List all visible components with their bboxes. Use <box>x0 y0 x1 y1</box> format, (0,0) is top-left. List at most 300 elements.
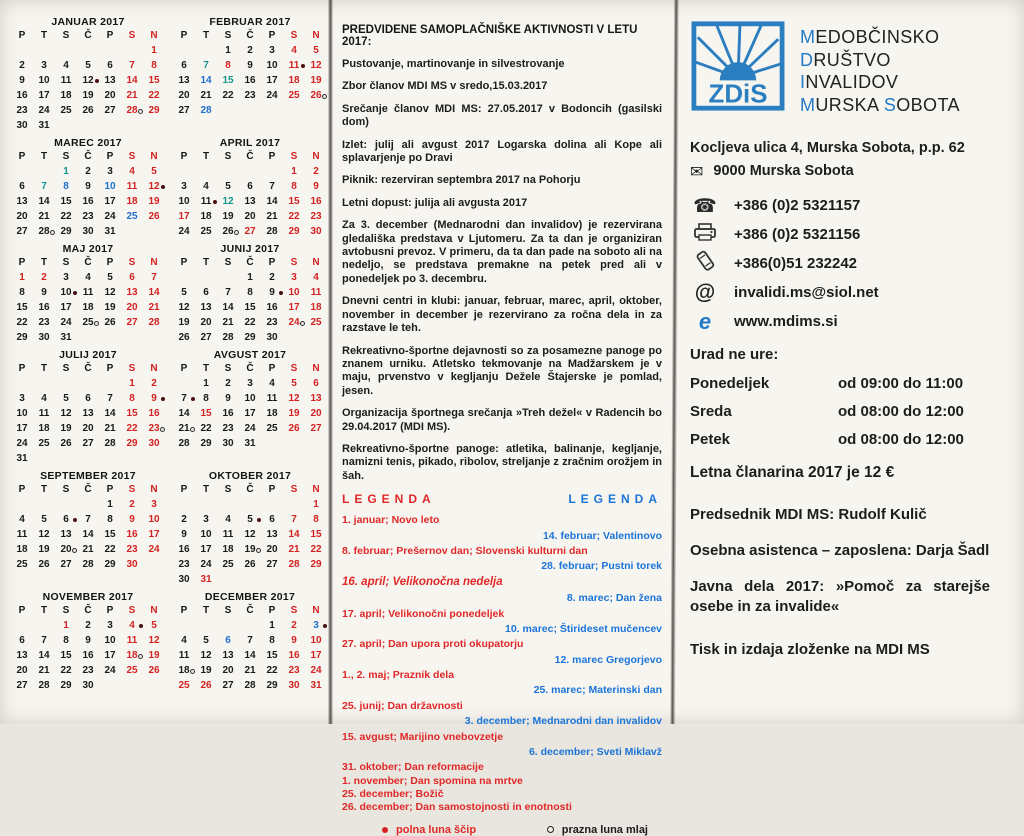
day-cell: 5 <box>41 514 47 525</box>
zdis-logo <box>690 20 786 112</box>
day-cell: 9 <box>19 75 25 86</box>
day-cell: 2 <box>85 620 91 631</box>
day-cell: 22 <box>288 211 300 222</box>
day-cell: 11 <box>310 287 322 298</box>
day-cell: 1 <box>225 45 231 56</box>
activity-paragraph: Pustovanje, martinovanje in silvestrovanje <box>342 58 565 70</box>
weekday-header: N <box>312 484 320 495</box>
day-cell <box>239 618 261 633</box>
month-oktober-2017 <box>170 470 330 587</box>
day-cell: 4 <box>41 393 47 404</box>
weekday-header: S <box>290 484 298 495</box>
day-cell: 17 <box>104 650 116 661</box>
day-cell: 10 <box>104 181 116 192</box>
day-cell: 2 <box>269 272 275 283</box>
day-cell: 8 <box>107 514 113 525</box>
day-cell: 19 <box>148 650 160 661</box>
day-cell: 14 <box>38 650 50 661</box>
day-cell: 31 <box>16 453 28 464</box>
day-cell: 9 <box>129 514 135 525</box>
month-avgust-2017 <box>170 349 330 466</box>
weekday-header: S <box>224 484 232 495</box>
day-cell: 20 <box>126 302 138 313</box>
weekday-header: N <box>150 151 158 162</box>
org-initial: S <box>883 94 897 115</box>
day-cell: 14 <box>82 529 94 540</box>
day-cell: 13 <box>200 302 212 313</box>
day-cell: 16 <box>82 196 94 207</box>
day-cell: 3 <box>41 60 47 71</box>
day-cell: 6 <box>269 514 275 525</box>
day-cell <box>55 451 77 466</box>
activity-paragraph: Srečanje članov MDI MS: 27.05.2017 v Bodoncih (gasilski dom) <box>342 102 662 129</box>
day-cell <box>33 43 55 58</box>
month-title: JUNIJ 2017 <box>220 243 280 255</box>
day-cell: 21 <box>200 90 212 101</box>
day-cell <box>305 330 327 345</box>
day-cell: 10 <box>104 635 116 646</box>
day-cell: 23 <box>266 317 278 328</box>
weekday-header: S <box>128 363 136 374</box>
legend-item: 27. april; Dan upora proti okupatorju <box>342 638 524 651</box>
day-cell: 4 <box>19 514 25 525</box>
day-cell: 5 <box>181 287 187 298</box>
day-cell: 5 <box>203 635 209 646</box>
day-cell: 15 <box>60 650 72 661</box>
weekday-header: S <box>62 363 70 374</box>
legend-item: 17. april; Velikonočni ponedeljek <box>342 607 505 620</box>
weekday-header: N <box>150 257 158 268</box>
day-cell: 29 <box>266 680 278 691</box>
org-name-line <box>800 94 960 117</box>
day-cell: 10 <box>200 529 212 540</box>
day-cell: 13 <box>126 287 138 298</box>
day-cell: 8 <box>203 393 209 404</box>
office-hours-title: Urad ne ure: <box>690 345 779 363</box>
day-cell: 30 <box>310 226 322 237</box>
legend-item: 14. februar; Valentinovo <box>542 529 662 542</box>
day-cell: 7 <box>107 393 113 404</box>
day-cell <box>195 497 217 512</box>
weekday-header: S <box>290 30 298 41</box>
contact-text: invalidi.ms@siol.net <box>734 284 879 302</box>
day-cell: 26 <box>38 559 50 570</box>
day-cell: 4 <box>203 181 209 192</box>
day-cell: 23 <box>244 90 256 101</box>
day-cell: 23 <box>288 665 300 676</box>
day-cell: 21 <box>173 421 195 436</box>
day-cell <box>173 376 195 391</box>
activity-paragraph: Letni dopust: julija ali avgusta 2017 <box>342 196 528 209</box>
day-cell <box>121 224 143 239</box>
day-cell: 7 <box>203 60 209 71</box>
day-cell: 24 <box>148 544 160 555</box>
day-cell: 26 <box>200 680 212 691</box>
day-cell <box>33 497 55 512</box>
day-cell <box>195 164 217 179</box>
day-cell: 10 <box>55 285 77 300</box>
org-text: URSKA <box>815 94 884 115</box>
browser-icon: e <box>698 308 712 334</box>
day-cell: 27 <box>16 226 28 237</box>
month-marec-2017 <box>8 137 168 239</box>
day-cell: 25 <box>200 226 212 237</box>
day-cell: 4 <box>291 45 297 56</box>
moon-legend <box>342 824 662 836</box>
day-cell: 7 <box>129 60 135 71</box>
legend-item: 15. avgust; Marijino vnebovzetje <box>342 730 504 743</box>
day-cell: 31 <box>104 226 116 237</box>
day-cell: 30 <box>82 226 94 237</box>
day-cell: 6 <box>55 512 77 527</box>
day-cell: 13 <box>222 650 234 661</box>
day-cell: 1 <box>247 272 253 283</box>
day-cell: 20 <box>310 408 322 419</box>
day-cell: 16 <box>38 302 50 313</box>
contact-text: +386 (0)2 5321156 <box>734 226 861 244</box>
day-cell: 26 <box>305 88 327 103</box>
month-grid <box>171 483 329 587</box>
day-cell: 23 <box>82 665 94 676</box>
weekday-header: P <box>268 363 276 374</box>
legend-title-blue: LEGENDA <box>568 492 662 507</box>
day-cell: 28 <box>82 559 94 570</box>
address-city: 9000 Murska Sobota <box>713 162 854 179</box>
day-cell: 1 <box>269 620 275 631</box>
day-cell: 13 <box>244 196 256 207</box>
day-cell: 21 <box>148 302 160 313</box>
weekday-header: Č <box>84 151 92 162</box>
day-cell: 27 <box>178 105 190 116</box>
day-cell: 13 <box>266 529 278 540</box>
day-cell: 11 <box>82 287 94 298</box>
day-cell: 8 <box>63 181 69 192</box>
day-cell: 22 <box>16 317 28 328</box>
weekday-header: P <box>18 605 26 616</box>
day-cell: 14 <box>126 75 138 86</box>
day-cell <box>283 572 305 587</box>
day-cell: 16 <box>222 408 234 419</box>
day-cell <box>143 557 165 572</box>
day-cell: 2 <box>19 60 25 71</box>
day-cell: 24 <box>60 317 72 328</box>
day-cell: 9 <box>85 181 91 192</box>
contact-row-phone <box>690 196 1016 216</box>
day-cell <box>99 678 121 693</box>
day-cell: 27 <box>244 226 256 237</box>
day-cell: 31 <box>60 332 72 343</box>
legend-items <box>342 514 662 814</box>
address-block <box>690 138 1016 184</box>
day-cell: 28 <box>200 105 212 116</box>
weekday-header: N <box>312 30 320 41</box>
day-cell: 8 <box>129 393 135 404</box>
day-cell <box>77 497 99 512</box>
day-cell: 9 <box>225 393 231 404</box>
day-cell: 24 <box>38 105 50 116</box>
day-cell: 12 <box>143 179 165 194</box>
day-cell: 2 <box>291 620 297 631</box>
day-cell: 25 <box>266 423 278 434</box>
day-cell: 17 <box>148 529 160 540</box>
day-cell: 15 <box>126 408 138 419</box>
day-cell: 8 <box>225 60 231 71</box>
phone-icon: ☎ <box>693 194 717 217</box>
weekday-header: P <box>268 151 276 162</box>
day-cell: 23 <box>143 421 165 436</box>
day-cell: 26 <box>60 438 72 449</box>
contact-row-email <box>690 280 1016 304</box>
office-hours-table <box>690 375 1016 448</box>
day-cell: 10 <box>178 196 190 207</box>
day-cell: 2 <box>225 378 231 389</box>
day-cell: 6 <box>225 635 231 646</box>
day-cell: 15 <box>60 196 72 207</box>
day-cell: 18 <box>200 211 212 222</box>
day-cell <box>261 497 283 512</box>
day-cell: 20 <box>82 423 94 434</box>
day-cell: 10 <box>288 287 300 298</box>
weekday-header: T <box>202 151 210 162</box>
day-cell: 5 <box>151 620 157 631</box>
day-cell: 15 <box>148 75 160 86</box>
day-cell: 18 <box>222 544 234 555</box>
org-text: EDOBČINSKO <box>815 27 940 47</box>
day-cell: 29 <box>104 559 116 570</box>
day-cell: 13 <box>16 650 28 661</box>
day-cell <box>239 572 261 587</box>
day-cell <box>261 164 283 179</box>
month-grid <box>9 256 167 345</box>
day-cell: 11 <box>283 58 305 73</box>
weekday-header: Č <box>246 363 254 374</box>
day-cell: 23 <box>38 317 50 328</box>
day-cell: 13 <box>104 75 116 86</box>
day-cell <box>11 43 33 58</box>
day-cell <box>173 497 195 512</box>
day-cell: 1 <box>203 378 209 389</box>
new-moon-legend <box>547 824 648 836</box>
day-cell: 30 <box>266 332 278 343</box>
day-cell: 16 <box>266 302 278 313</box>
weekday-header: P <box>180 484 188 495</box>
day-cell: 21 <box>222 317 234 328</box>
day-cell: 16 <box>310 196 322 207</box>
day-cell <box>305 436 327 451</box>
day-cell: 9 <box>313 181 319 192</box>
full-moon-icon <box>161 397 165 401</box>
day-cell <box>173 618 195 633</box>
day-cell: 7 <box>151 272 157 283</box>
day-cell: 30 <box>82 680 94 691</box>
day-cell: 19 <box>239 542 261 557</box>
day-cell: 28 <box>121 103 143 118</box>
day-cell: 18 <box>266 408 278 419</box>
day-cell: 3 <box>107 620 113 631</box>
day-cell: 26 <box>288 423 300 434</box>
day-cell: 29 <box>60 680 72 691</box>
weekday-header: T <box>40 605 48 616</box>
month-title: JANUAR 2017 <box>51 16 125 28</box>
day-cell: 21 <box>104 423 116 434</box>
day-cell: 21 <box>38 211 50 222</box>
day-cell: 24 <box>104 665 116 676</box>
day-cell <box>77 118 99 133</box>
day-cell: 2 <box>41 272 47 283</box>
day-cell: 29 <box>126 438 138 449</box>
day-cell: 18 <box>121 648 143 663</box>
day-cell <box>305 103 327 118</box>
office-hours-row <box>690 375 1016 392</box>
day-cell: 5 <box>85 60 91 71</box>
day-cell: 6 <box>19 635 25 646</box>
weekday-header: P <box>180 363 188 374</box>
day-cell: 23 <box>82 211 94 222</box>
weekday-header: P <box>268 605 276 616</box>
month-grid <box>9 29 167 133</box>
day-cell: 26 <box>148 211 160 222</box>
day-cell: 29 <box>16 332 28 343</box>
day-cell: 16 <box>288 650 300 661</box>
day-cell: 19 <box>310 75 322 86</box>
day-cell: 9 <box>181 529 187 540</box>
day-cell: 4 <box>181 635 187 646</box>
full-moon-icon <box>323 624 327 628</box>
day-cell: 7 <box>269 181 275 192</box>
office-day: Petek <box>690 430 731 448</box>
day-cell: 19 <box>104 302 116 313</box>
month-title: AVGUST 2017 <box>213 349 287 361</box>
weekday-header: P <box>18 151 26 162</box>
day-cell: 6 <box>313 378 319 389</box>
day-cell: 25 <box>310 317 322 328</box>
day-cell: 7 <box>85 514 91 525</box>
day-cell: 18 <box>38 423 50 434</box>
day-cell: 1 <box>151 45 157 56</box>
day-cell: 3 <box>247 378 253 389</box>
day-cell <box>217 103 239 118</box>
day-cell <box>239 164 261 179</box>
day-cell: 4 <box>225 514 231 525</box>
weekday-header: T <box>40 363 48 374</box>
legend-item: 31. oktober; Dan reformacije <box>342 761 484 774</box>
weekday-header: P <box>106 151 114 162</box>
day-cell: 27 <box>104 105 116 116</box>
day-cell: 12 <box>310 60 322 71</box>
day-cell: 16 <box>82 650 94 661</box>
day-cell: 3 <box>181 181 187 192</box>
day-cell: 1 <box>63 166 69 177</box>
day-cell: 12 <box>222 196 234 207</box>
day-cell: 12 <box>77 73 99 88</box>
month-grid <box>171 256 329 345</box>
month-title: APRIL 2017 <box>219 137 281 149</box>
day-cell <box>195 618 217 633</box>
day-cell <box>283 436 305 451</box>
day-cell: 5 <box>63 393 69 404</box>
month-junij-2017 <box>170 243 330 345</box>
day-cell: 19 <box>178 317 190 328</box>
day-cell: 11 <box>126 635 138 646</box>
day-cell <box>11 618 33 633</box>
day-cell: 15 <box>222 75 234 86</box>
activity-paragraph: Rekreativno-športne dejavnosti so za posamezne panoge po znanem urniku. Atletsko tekmovanje na Madžarskem je v maju, prvenstvo v kegljanju Dežele Štajerske je pomlad, jesen. <box>342 344 662 397</box>
day-cell: 28 <box>33 224 55 239</box>
day-cell <box>121 678 143 693</box>
day-cell: 15 <box>200 408 212 419</box>
weekday-header: Č <box>84 30 92 41</box>
day-cell: 22 <box>60 665 72 676</box>
day-cell <box>33 164 55 179</box>
month-title: MAJ 2017 <box>62 243 114 255</box>
day-cell: 6 <box>203 287 209 298</box>
day-cell: 25 <box>126 211 138 222</box>
weekday-header: Č <box>84 363 92 374</box>
day-cell: 9 <box>41 287 47 298</box>
day-cell: 27 <box>266 559 278 570</box>
day-cell: 17 <box>266 75 278 86</box>
contact-text: +386(0)51 232242 <box>734 255 858 273</box>
day-cell: 11 <box>195 194 217 209</box>
day-cell: 16 <box>178 544 190 555</box>
month-grid <box>171 29 329 118</box>
day-cell: 22 <box>200 423 212 434</box>
org-initial: D <box>800 49 814 70</box>
day-cell: 18 <box>60 90 72 101</box>
address-street: Kocljeva ulica 4, Murska Sobota, p.p. 62 <box>690 140 965 156</box>
legend-item: 6. december; Sveti Miklavž <box>528 745 662 758</box>
day-cell <box>11 376 33 391</box>
weekday-header: S <box>128 151 136 162</box>
day-cell: 30 <box>38 332 50 343</box>
weekday-header: S <box>290 363 298 374</box>
day-cell: 18 <box>82 302 94 313</box>
day-cell <box>195 43 217 58</box>
day-cell: 29 <box>288 226 300 237</box>
office-time: od 08:00 do 12:00 <box>838 402 964 420</box>
day-cell: 3 <box>107 166 113 177</box>
weekday-header: S <box>62 484 70 495</box>
day-cell <box>77 330 99 345</box>
day-cell <box>239 497 261 512</box>
day-cell: 26 <box>104 317 116 328</box>
month-januar-2017 <box>8 16 168 133</box>
month-maj-2017 <box>8 243 168 345</box>
day-cell: 27 <box>310 423 322 434</box>
weekday-header: T <box>202 484 210 495</box>
day-cell: 27 <box>222 680 234 691</box>
contact-panel <box>690 20 1016 658</box>
day-cell: 25 <box>77 315 99 330</box>
month-title: OKTOBER 2017 <box>208 470 292 482</box>
weekday-header: P <box>180 257 188 268</box>
day-cell: 8 <box>291 181 297 192</box>
day-cell: 1 <box>19 272 25 283</box>
day-cell: 5 <box>313 45 319 56</box>
day-cell: 4 <box>313 272 319 283</box>
mobile-icon <box>690 251 720 276</box>
day-cell: 5 <box>151 166 157 177</box>
day-cell: 4 <box>269 378 275 389</box>
day-cell <box>143 118 165 133</box>
weekday-header: Č <box>246 151 254 162</box>
legend-headers <box>342 492 662 506</box>
day-cell: 30 <box>148 438 160 449</box>
day-cell: 7 <box>41 635 47 646</box>
day-cell: 10 <box>244 393 256 404</box>
weekday-header: S <box>62 151 70 162</box>
weekday-header: N <box>150 363 158 374</box>
